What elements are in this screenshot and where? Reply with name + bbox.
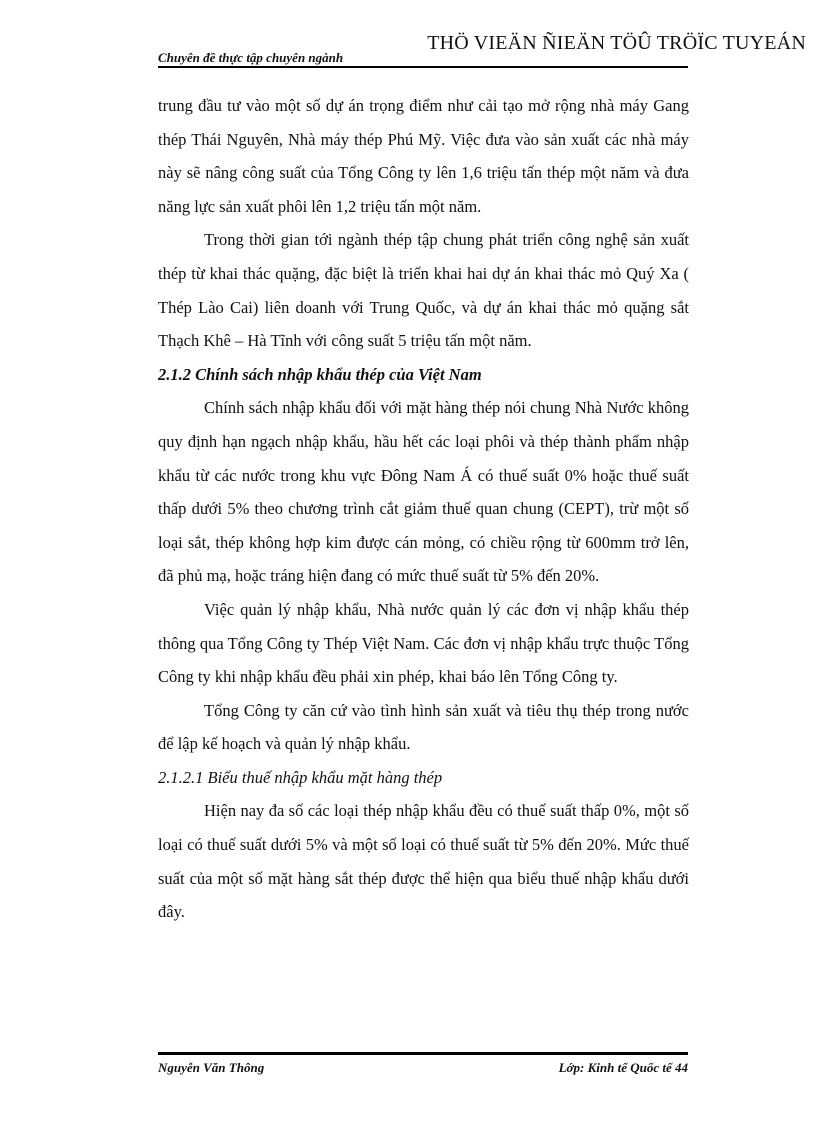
header-title: Chuyên đề thực tập chuyên ngành xyxy=(158,50,344,65)
footer-author: Nguyễn Văn Thông xyxy=(158,1060,265,1075)
paragraph-4: Việc quản lý nhập khẩu, Nhà nước quản lý các đơn vị nhập khẩu thép thông qua Tổng Công ty Thép Việt Nam. Các đơn vị nhập khẩu trực thuộc Tổng Công ty khi nhập khẩu đều phải xin phép, khai báo lên Tổng Công ty. xyxy=(158,599,689,687)
footer-class: Lớp: Kinh tế Quốc tế 44 xyxy=(558,1060,688,1075)
footer-rule xyxy=(158,1052,688,1055)
header-library-banner: THÖ VIEÄN ÑIEÄN TÖÛ TRÖÏC TUYEÁN xyxy=(427,32,806,54)
paragraph-5: Tổng Công ty căn cứ vào tình hình sản xuất và tiêu thụ thép trong nước để lập kế hoạch và quản lý nhập khẩu. xyxy=(158,700,689,754)
subsection-heading-2-1-2-1: 2.1.2.1 Biểu thuế nhập khẩu mặt hàng thép xyxy=(158,767,443,787)
header-rule xyxy=(158,66,688,68)
paragraph-1: trung đầu tư vào một số dự án trọng điểm như cải tạo mở rộng nhà máy Gang thép Thái Nguyên, Nhà máy thép Phú Mỹ. Việc đưa vào sản xuất các nhà máy này sẽ nâng công suất của Tổng Công ty lên 1,6 triệu tấn thép một năm và đưa năng lực sản xuất phôi lên 1,2 triệu tấn một năm. xyxy=(158,96,689,216)
section-heading-2-1-2: 2.1.2 Chính sách nhập khẩu thép của Việt Nam xyxy=(158,364,482,384)
paragraph-3: Chính sách nhập khẩu đối với mặt hàng thép nói chung Nhà Nước không quy định hạn ngạch nhập khẩu, hầu hết các loại phôi và thép thành phẩm nhập khẩu từ các nước trong khu vực Đông Nam Á có thuế suất 0% hoặc thuế suất thấp dưới 5% theo chương trình cắt giảm thuế quan chung (CEPT), trừ một số loại sắt, thép không hợp kim được cán mỏng, có chiều rộng từ 600mm trở lên, đã phủ mạ, hoặc tráng hiện đang có mức thuế suất từ 5% đến 20%. xyxy=(158,398,689,586)
document-body xyxy=(158,89,689,929)
paragraph-6: Hiện nay đa số các loại thép nhập khẩu đều có thuế suất thấp 0%, một số loại có thuế suất dưới 5% và một số loại có thuế suất từ 5% đến 20%. Mức thuế suất của một số mặt hàng sắt thép được thể hiện qua biểu thuế nhập khẩu dưới đây. xyxy=(158,801,689,922)
paragraph-2: Trong thời gian tới ngành thép tập chung phát triển công nghệ sản xuất thép từ khai thác quặng, đặc biệt là triển khai hai dự án khai thác mỏ Quý Xa ( Thép Lào Cai) liên doanh với Trung Quốc, và dự án khai thác mỏ quặng sắt Thạch Khê – Hà Tĩnh với công suất 5 triệu tấn một năm. xyxy=(158,230,689,351)
